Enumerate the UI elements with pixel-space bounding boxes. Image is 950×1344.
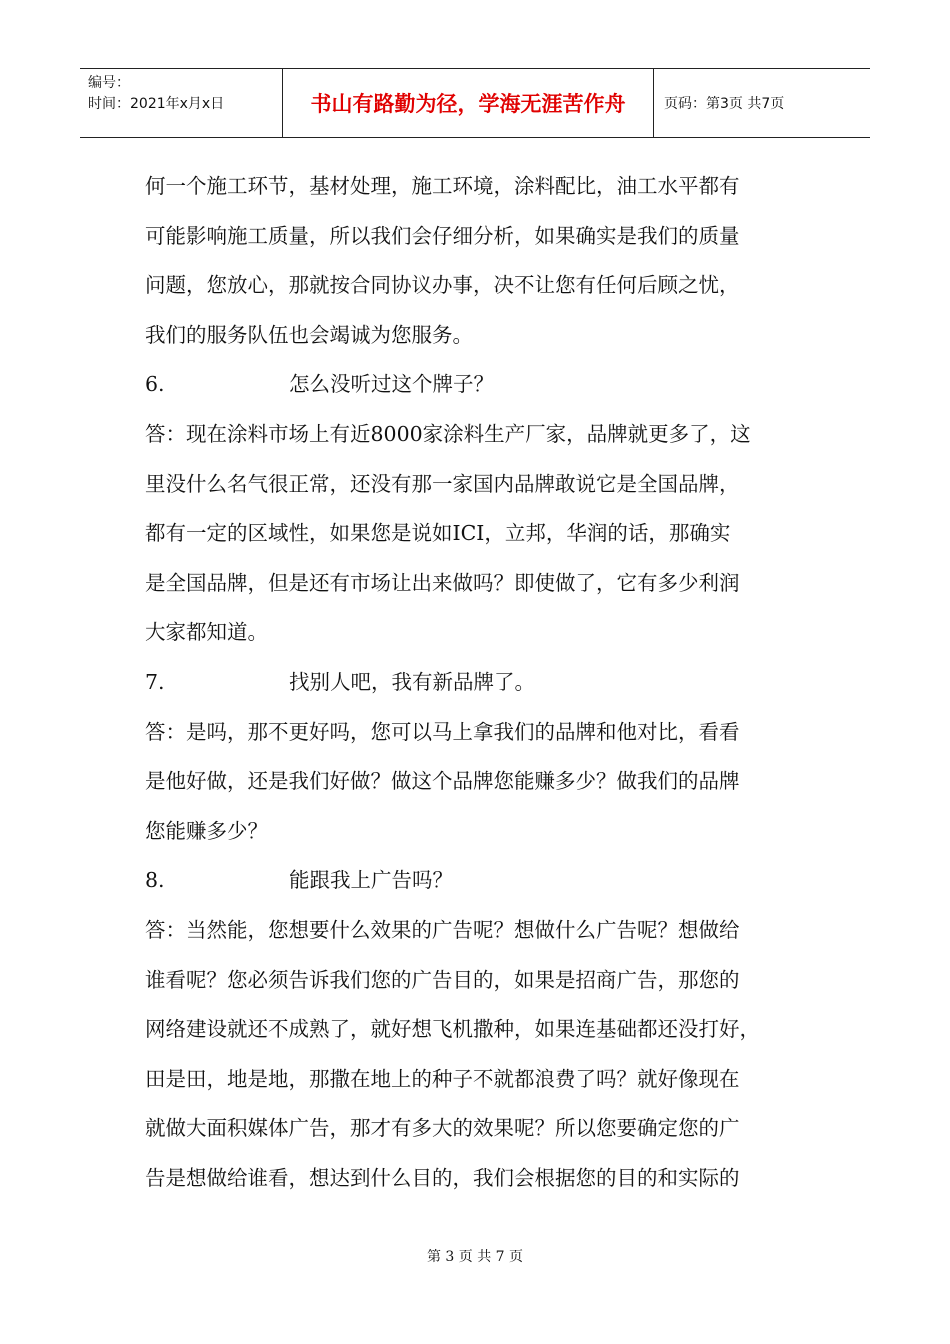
body-line: 可能影响施工质量，所以我们会仔细分析，如果确实是我们的质量 [145,223,740,248]
answer-line: 谁看呢？您必须告诉我们您的广告目的，如果是招商广告，那您的 [145,967,740,992]
question-8 [145,856,825,906]
question-text: 找别人吧，我有新品牌了。 [289,669,535,694]
document-body [145,162,825,1203]
answer-line: 答：现在涂料市场上有近8000家涂料生产厂家，品牌就更多了，这 [145,421,751,446]
answer-line: 您能赚多少？ [145,818,268,843]
question-text: 能跟我上广告吗？ [289,868,453,893]
page-header [80,68,870,138]
answer-line: 都有一定的区域性，如果您是说如ICI，立邦，华润的话，那确实 [145,521,731,546]
question-6 [145,360,825,410]
answer-line: 告是想做给谁看，想达到什么目的，我们会根据您的目的和实际的 [145,1165,740,1190]
question-text: 怎么没听过这个牌子？ [289,372,494,397]
page-footer: 第 3 页 共 7 页 [426,1249,524,1265]
answer-line: 是他好做，还是我们好做？做这个品牌您能赚多少？做我们的品牌 [145,769,740,794]
body-line: 我们的服务队伍也会竭诚为您服务。 [145,322,473,347]
header-motto: 书山有路勤为径，学海无涯苦作舟 [282,69,654,137]
question-number: 8. [145,868,165,893]
answer-line: 大家都知道。 [145,620,268,645]
answer-line: 网络建设就还不成熟了，就好想飞机撒种，如果连基础都还没打好， [145,1017,760,1042]
answer-line: 答：是吗，那不更好吗，您可以马上拿我们的品牌和他对比，看看 [145,719,740,744]
body-line: 何一个施工环节，基材处理，施工环境，涂料配比，油工水平都有 [145,174,740,198]
header-meta [80,69,282,137]
body-line: 问题，您放心，那就按合同协议办事，决不让您有任何后顾之忧， [145,273,740,298]
answer-line: 是全国品牌，但是还有市场让出来做吗？即使做了，它有多少利润 [145,570,740,595]
question-number: 6. [145,372,165,397]
question-number: 7. [145,669,165,694]
answer-line: 就做大面积媒体广告，那才有多大的效果呢？所以您要确定您的广 [145,1116,740,1141]
document-number-label: 编号： [88,75,130,91]
answer-line: 田是田，地是地，那撒在地上的种子不就都浪费了吗？就好像现在 [145,1066,740,1091]
document-date: 时间：2021年x月x日 [88,96,225,112]
question-7 [145,658,825,708]
answer-line: 里没什么名气很正常，还没有那一家国内品牌敢说它是全国品牌， [145,471,740,496]
header-page-info: 页码：第3页 共7页 [664,96,785,112]
answer-line: 答：当然能，您想要什么效果的广告呢？想做什么广告呢？想做给 [145,917,740,942]
